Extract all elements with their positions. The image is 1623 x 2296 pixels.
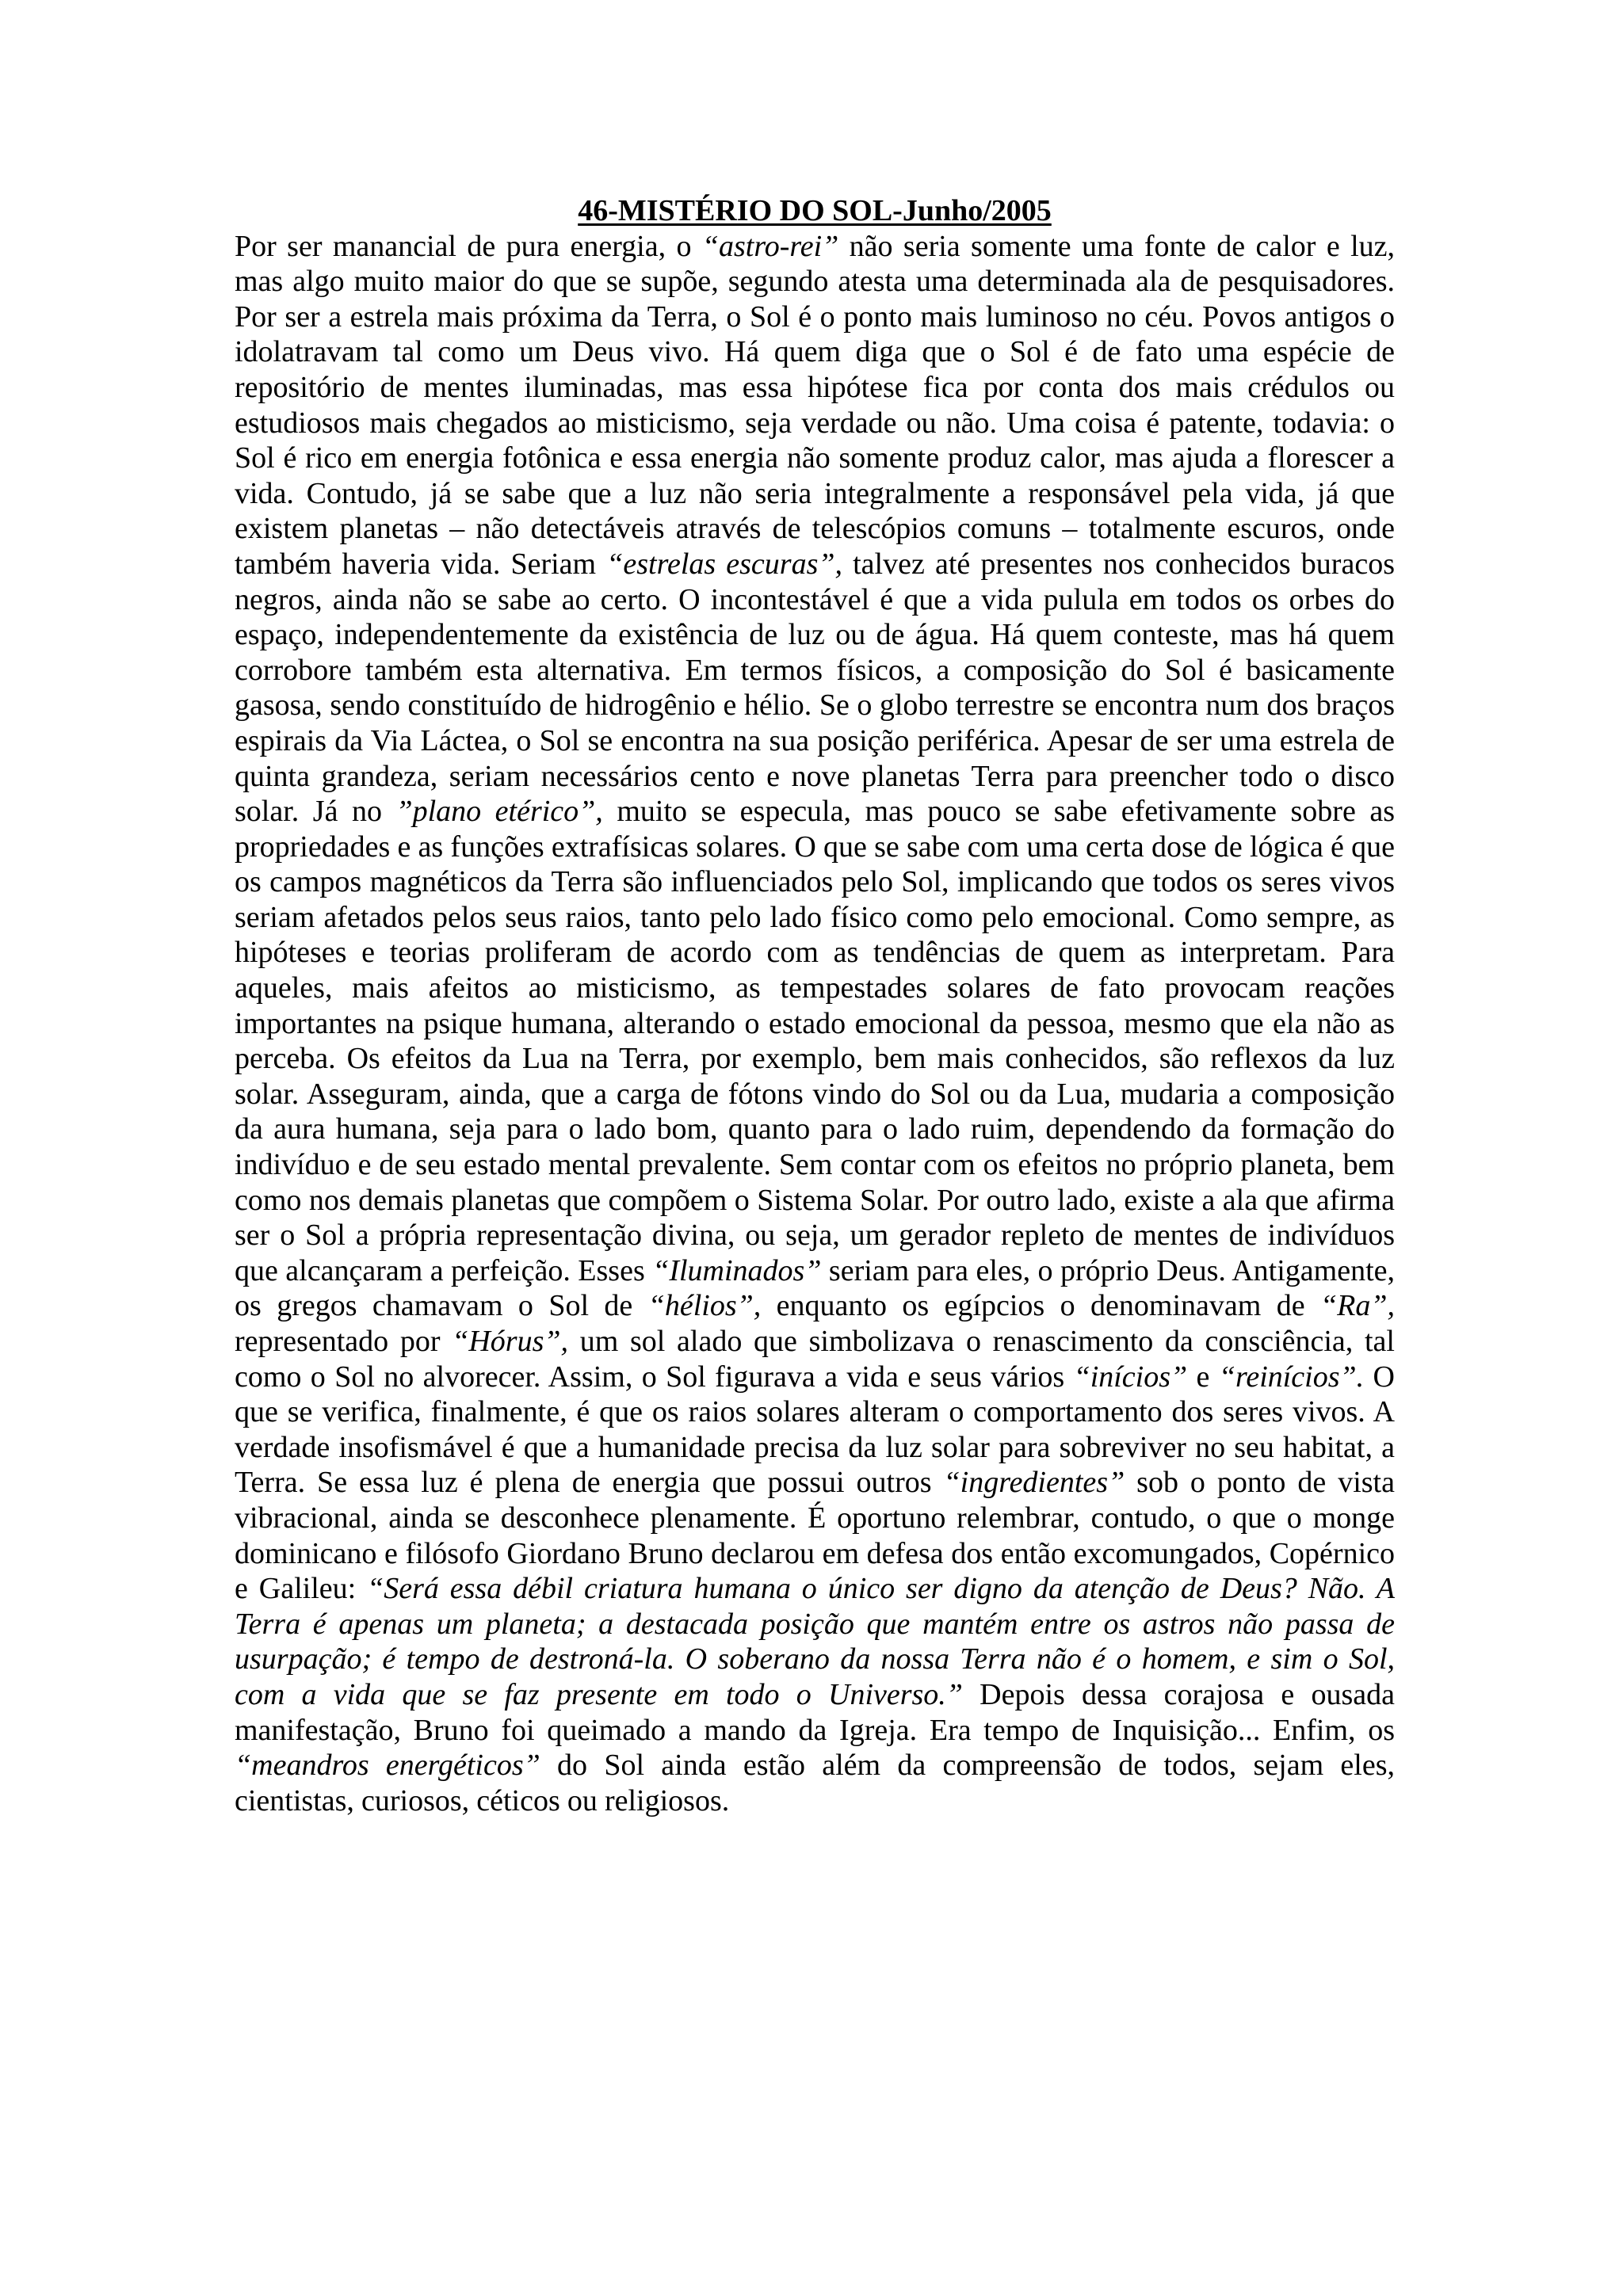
italic-run: “Iluminados” [652, 1253, 822, 1287]
article-title: 46-MISTÉRIO DO SOL-Junho/2005 [578, 194, 1052, 227]
text-run: não seria somente uma fonte de calor e luz, mas algo muito maior do que se supõe, segundo atesta uma determinada ala de pesquisadores. Por ser a estrela mais próxima da Terra, o Sol é o ponto mais luminoso no céu. Povos antigos o idolatravam tal como um Deus vivo. Há quem diga que o Sol é de fato uma espécie de repositório de mentes iluminadas, mas essa hipótese fica por conta dos mais crédulos ou estudiosos mais chegados ao misticismo, seja verdade ou não. Uma coisa é patente, todavia: o Sol é rico em energia fotônica e essa energia não somente produz calor, mas ajuda a florescer a vida. Contudo, já se sabe que a luz não seria integralmente a responsável pela vida, já que existem planetas – não detectáveis através de telescópios comuns – totalmente escuros, onde também haveria vida. Seriam [235, 229, 1395, 581]
text-run: e [1187, 1360, 1219, 1394]
text-run: seriam para eles, o próprio Deus. Antigamente, os gregos chamavam o Sol de [235, 1253, 1395, 1323]
text-run: enquanto os egípcios o denominavam de [761, 1289, 1321, 1323]
text-run: um sol alado que simbolizava o renascimento da consciência, tal como o Sol no alvorecer. Assim, o Sol figurava a vida e seus vários [235, 1325, 1395, 1394]
italic-run: “estrelas escuras”, [606, 547, 843, 581]
text-run: sob o ponto de vista vibracional, ainda se desconhece plenamente. É oportuno relembrar, contudo, o que o monge dominicano e filósofo Giordano Bruno declarou em defesa dos então excomungados, Copérnico e Galileu: [235, 1466, 1395, 1606]
italic-run: “astro-rei” [701, 229, 839, 263]
text-run: Depois dessa corajosa e ousada manifestação, Bruno foi queimado a mando da Igreja. Era tempo de Inquisição... Enfim, os [235, 1677, 1396, 1747]
text-run: do Sol ainda estão além da compreensão de todos, sejam eles, cientistas, curiosos, céticos ou religiosos. [235, 1749, 1396, 1817]
italic-run: “inícios” [1073, 1360, 1188, 1394]
text-run: talvez até presentes nos conhecidos buracos negros, ainda não se sabe ao certo. O incontestável é que a vida pulula em todos os orbes do espaço, independentemente da existência de luz ou de água. Há quem conteste, mas há quem corrobore também esta alternativa. Em termos físicos, a composição do Sol é basicamente gasosa, sendo constituído de hidrogênio e hélio. Se o globo terrestre se encontra num dos braços espirais da Via Láctea, o Sol se encontra na sua posição periférica. Apesar de ser uma estrela de quinta grandeza, seriam necessários cento e nove planetas Terra para preencher todo o disco solar. Já no [235, 547, 1395, 829]
text-run: representado por [235, 1325, 453, 1358]
text-run: O que se verifica, finalmente, é que os raios solares alteram o comportamento dos seres vivos. A verdade insofismável é que a humanidade precisa da luz solar para sobreviver no seu habitat, a Terra. Se essa luz é plena de energia que possui outros [235, 1360, 1395, 1500]
italic-run: “Ra”, [1320, 1289, 1395, 1323]
italic-run: “ingredientes” [943, 1466, 1125, 1500]
text-run: Por ser manancial de pura energia, o [235, 229, 702, 263]
text-run: muito se especula, mas pouco se sabe efetivamente sobre as propriedades e as funções extrafísicas solares. O que se sabe com uma certa dose de lógica é que os campos magnéticos da Terra são influenciados pelo Sol, implicando que todos os seres vivos seriam afetados pelos seus raios, tanto pelo lado físico como pelo emocional. Como sempre, as hipóteses e teorias proliferam de acordo com as tendências de quem as interpretam. Para aqueles, mais afeitos ao misticismo, as tempestades solares de fato provocam reações importantes na psique humana, alterando o estado emocional da pessoa, mesmo que ela não as perceba. Os efeitos da Lua na Terra, por exemplo, bem mais conhecidos, são reflexos da luz solar. Asseguram, ainda, que a carga de fótons vindo do Sol ou da Lua, mudaria a composição da aura humana, seja para o lado bom, quanto para o lado ruim, dependendo da formação do indivíduo e de seu estado mental prevalente. Sem contar com os efeitos no próprio planeta, bem como nos demais planetas que compõem o Sistema Solar. Por outro lado, existe a ala que afirma ser o Sol a própria representação divina, ou seja, um gerador repleto de mentes de indivíduos que alcançaram a perfeição. Esses [235, 795, 1395, 1287]
italic-run: “Será essa débil criatura humana o único ser digno da atenção de Deus? Não. A Terra é apenas um planeta; a destacada posição que mantém entre os astros não passa de usurpação; é tempo de destroná-la. O soberano da nossa Terra não é o homem, e sim o Sol, com a vida que se faz presente em todo o Universo.” [235, 1572, 1395, 1711]
italic-run: “hélios”, [647, 1289, 762, 1323]
italic-run: “Hórus”, [452, 1325, 568, 1358]
italic-run: ”plano etérico”, [395, 795, 603, 829]
italic-run: “reinícios”. [1218, 1360, 1365, 1394]
article-body [235, 229, 1395, 1819]
italic-run: “meandros energéticos” [235, 1749, 540, 1783]
article [235, 193, 1395, 1818]
